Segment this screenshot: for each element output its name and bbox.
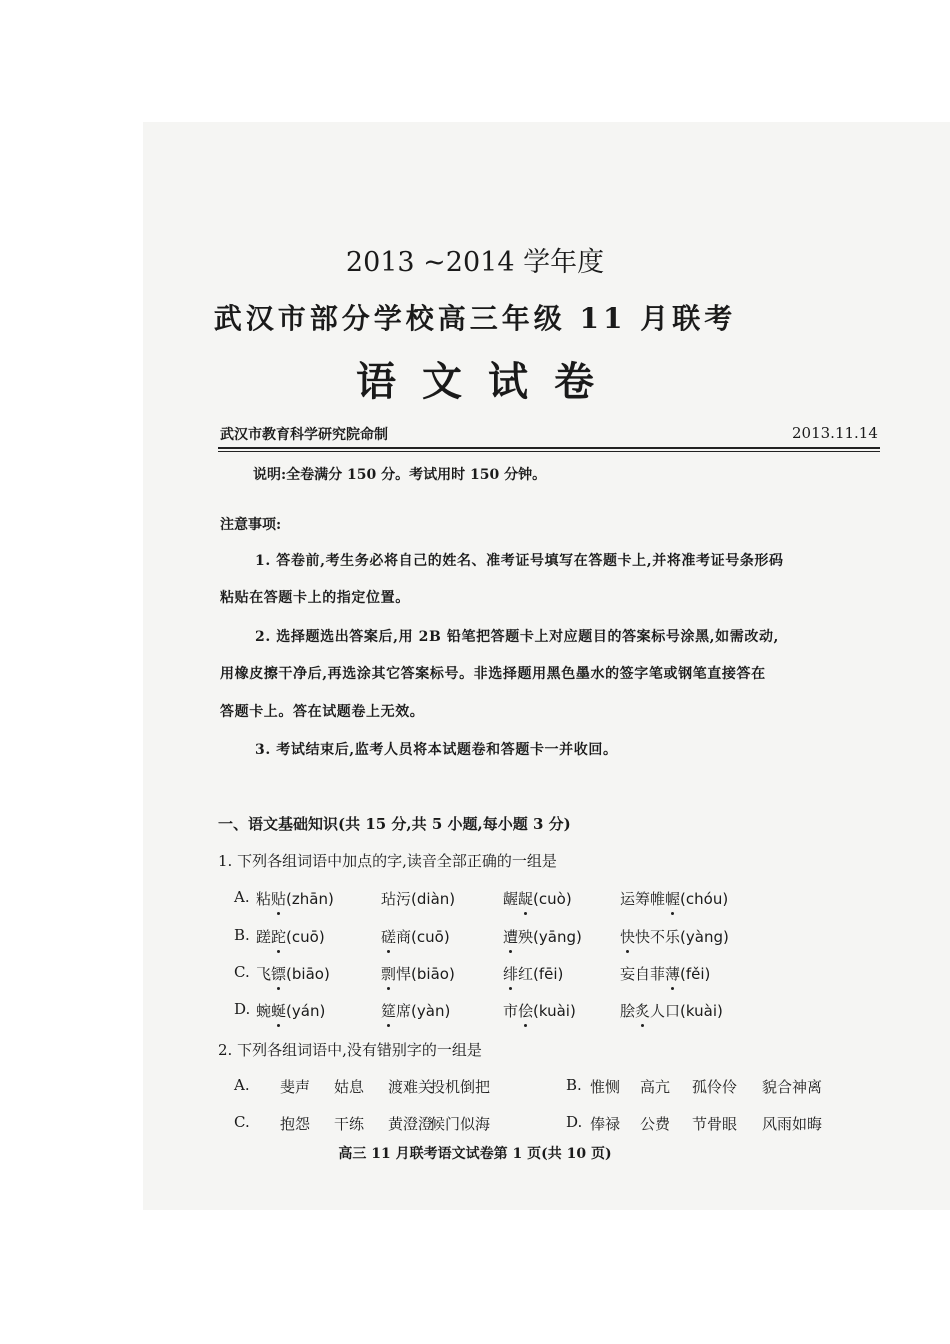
option-word: 干练 (334, 1115, 365, 1133)
option-label: D. (566, 1113, 583, 1131)
dotted-character: 幄 (665, 890, 681, 908)
option-word: 惟恻 (590, 1078, 621, 1096)
option-word: 斐声 (280, 1078, 311, 1096)
notice-item-2-line-3: 答题卡上。答在试题卷上无效。 (220, 704, 425, 720)
word-text: 红 (518, 965, 534, 983)
pinyin: (cuò) (533, 890, 572, 908)
notice-item-2-line-1: 2. 选择题选出答案后,用 2B 铅笔把答题卡上对应题目的答案标号涂黑,如需改动, (255, 629, 780, 645)
pinyin: (yàng) (680, 928, 729, 946)
word-text: 粘 (256, 890, 272, 908)
option-word: 候门似海 (430, 1115, 491, 1133)
option-word: 投机倒把 (430, 1078, 491, 1096)
word-with-pinyin (503, 1000, 576, 1021)
pinyin: (fěi) (680, 965, 711, 983)
pinyin: (cuō) (286, 928, 325, 946)
pinyin: (kuài) (533, 1002, 576, 1020)
pinyin: (kuài) (680, 1002, 723, 1020)
dotted-character: 绯 (503, 965, 519, 983)
word-with-pinyin (381, 963, 455, 984)
word-with-pinyin (256, 926, 325, 947)
option-word: 抱怨 (280, 1115, 311, 1133)
word-with-pinyin (620, 1000, 723, 1021)
word-text: 龌 (503, 890, 519, 908)
pinyin: (cuō) (411, 928, 450, 946)
exam-note: 说明:全卷满分 150 分。考试用时 150 分钟。 (253, 467, 547, 483)
issuer: 武汉市教育科学研究院命制 (220, 427, 388, 443)
option-word: 高亢 (640, 1078, 671, 1096)
dotted-character: 遭 (503, 928, 519, 946)
word-text: 脍 (620, 1002, 636, 1020)
question-1-stem: 1. 下列各组词语中加点的字,读音全部正确的一组是 (218, 852, 557, 870)
word-with-pinyin (256, 1000, 325, 1021)
dotted-character: 侩 (518, 1002, 534, 1020)
word-with-pinyin (503, 888, 572, 909)
exam-date: 2013.11.14 (792, 424, 878, 442)
section-1-heading: 一、语文基础知识(共 15 分,共 5 小题,每小题 3 分) (218, 815, 571, 833)
header-rule-thin (218, 451, 880, 452)
option-word: 姑息 (334, 1078, 365, 1096)
word-text: 人口 (650, 1002, 681, 1020)
option-word: 黄澄澄 (388, 1115, 434, 1133)
word-text: 商 (396, 928, 412, 946)
dotted-character: 跎 (271, 928, 287, 946)
option-word: 节骨眼 (692, 1115, 738, 1133)
notice-item-2-line-2: 用橡皮擦干净后,再选涂其它答案标号。非选择题用黑色墨水的签字笔或钢笔直接答在 (220, 666, 766, 682)
word-with-pinyin (381, 926, 450, 947)
word-text: 快不乐 (635, 928, 681, 946)
word-with-pinyin (381, 888, 455, 909)
word-with-pinyin (256, 888, 334, 909)
exam-title: 武汉市部分学校高三年级 11 月联考 (213, 302, 737, 335)
dotted-character: 龊 (518, 890, 534, 908)
pinyin: (yāng) (533, 928, 582, 946)
notice-heading: 注意事项: (220, 517, 282, 533)
option-label: A. (234, 888, 250, 906)
word-with-pinyin (503, 926, 582, 947)
pinyin: (diàn) (411, 890, 456, 908)
option-label: B. (566, 1076, 582, 1094)
pinyin: (chóu) (680, 890, 729, 908)
dotted-character: 快 (620, 928, 636, 946)
option-word: 公费 (640, 1115, 671, 1133)
option-label: B. (234, 926, 250, 944)
word-text: 妄自菲 (620, 965, 666, 983)
word-with-pinyin (620, 888, 728, 909)
word-text: 运筹帷 (620, 890, 666, 908)
option-label: C. (234, 963, 250, 981)
word-text: 玷 (381, 890, 397, 908)
pinyin: (biāo) (286, 965, 330, 983)
pinyin: (yán) (286, 1002, 326, 1020)
dotted-character: 蜒 (271, 1002, 287, 1020)
dotted-character: 贴 (271, 890, 287, 908)
pinyin: (fēi) (533, 965, 564, 983)
dotted-character: 剽 (381, 965, 397, 983)
word-text: 悍 (396, 965, 412, 983)
option-word: 貌合神离 (762, 1078, 823, 1096)
option-word: 孤伶伶 (692, 1078, 738, 1096)
option-label: A. (234, 1076, 250, 1094)
page-footer: 高三 11 月联考语文试卷第 1 页(共 10 页) (338, 1146, 612, 1162)
word-text: 蜿 (256, 1002, 272, 1020)
header-rule-thick (218, 447, 880, 449)
dotted-character: 镖 (271, 965, 287, 983)
pinyin: (yàn) (411, 1002, 451, 1020)
word-with-pinyin (620, 926, 729, 947)
word-with-pinyin (381, 1000, 450, 1021)
school-year-title: 2013 ~2014 学年度 (345, 247, 605, 278)
dotted-character: 筵 (381, 1002, 397, 1020)
dotted-character: 磋 (381, 928, 397, 946)
option-word: 俸禄 (590, 1115, 621, 1133)
word-with-pinyin (620, 963, 710, 984)
word-text: 污 (396, 890, 412, 908)
word-text: 席 (396, 1002, 412, 1020)
word-with-pinyin (503, 963, 563, 984)
pinyin: (biāo) (411, 965, 455, 983)
option-word: 渡难关 (388, 1078, 434, 1096)
word-text: 蹉 (256, 928, 272, 946)
option-word: 风雨如晦 (762, 1115, 823, 1133)
option-label: D. (234, 1000, 251, 1018)
notice-item-3: 3. 考试结束后,监考人员将本试题卷和答题卡一并收回。 (255, 742, 618, 758)
word-with-pinyin (256, 963, 330, 984)
dotted-character: 薄 (665, 965, 681, 983)
subject-title: 语文试卷 (356, 358, 620, 405)
notice-item-1-line-1: 1. 答卷前,考生务必将自己的姓名、准考证号填写在答题卡上,并将准考证号条形码 (255, 553, 784, 569)
pinyin: (zhān) (286, 890, 334, 908)
dotted-character: 炙 (635, 1002, 651, 1020)
word-text: 市 (503, 1002, 519, 1020)
question-2-stem: 2. 下列各组词语中,没有错别字的一组是 (218, 1041, 482, 1059)
option-label: C. (234, 1113, 250, 1131)
notice-item-1-line-2: 粘贴在答题卡上的指定位置。 (220, 590, 410, 606)
word-text: 殃 (518, 928, 534, 946)
word-text: 飞 (256, 965, 272, 983)
